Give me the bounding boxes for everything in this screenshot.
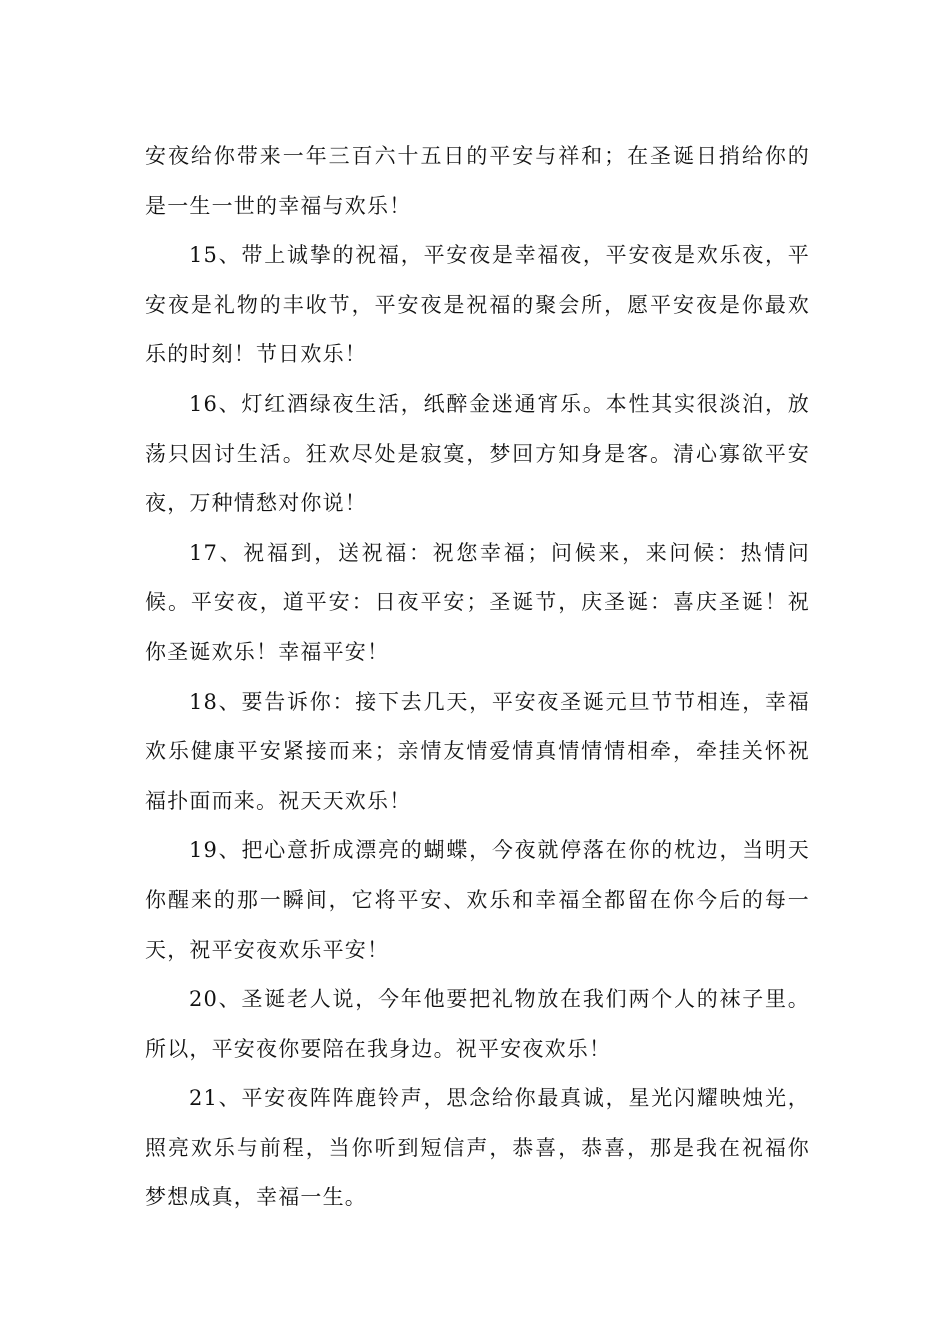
paragraph-continuation: 安夜给你带来一年三百六十五日的平安与祥和；在圣诞日捎给你的是一生一世的幸福与欢乐！ bbox=[145, 144, 810, 218]
paragraph-19: 19、把心意折成漂亮的蝴蝶，今夜就停落在你的枕边，当明天你醒来的那一瞬间，它将平安、欢乐和幸福全都留在你今后的每一天，祝平安夜欢乐平安！ bbox=[145, 838, 810, 962]
paragraph-21: 21、平安夜阵阵鹿铃声，思念给你最真诚，星光闪耀映烛光，照亮欢乐与前程，当你听到短信声，恭喜，恭喜，那是我在祝福你梦想成真，幸福一生。 bbox=[145, 1086, 810, 1210]
paragraph-15: 15、带上诚挚的祝福，平安夜是幸福夜，平安夜是欢乐夜，平安夜是礼物的丰收节，平安夜是祝福的聚会所，愿平安夜是你最欢乐的时刻！节日欢乐！ bbox=[145, 243, 810, 367]
paragraph-18: 18、要告诉你：接下去几天，平安夜圣诞元旦节节相连，幸福欢乐健康平安紧接而来；亲情友情爱情真情情情相牵，牵挂关怀祝福扑面而来。祝天天欢乐！ bbox=[145, 689, 810, 813]
paragraph-16: 16、灯红酒绿夜生活，纸醉金迷通宵乐。本性其实很淡泊，放荡只因讨生活。狂欢尽处是寂寞，梦回方知身是客。清心寡欲平安夜，万种情愁对你说！ bbox=[145, 391, 810, 516]
paragraph-20: 20、圣诞老人说，今年他要把礼物放在我们两个人的袜子里。所以，平安夜你要陪在我身边。祝平安夜欢乐！ bbox=[145, 987, 810, 1061]
document-body bbox=[145, 132, 810, 1223]
paragraph-17: 17、祝福到，送祝福：祝您幸福；问候来，来问候：热情问候。平安夜，道平安：日夜平安；圣诞节，庆圣诞：喜庆圣诞！祝你圣诞欢乐！幸福平安！ bbox=[145, 540, 810, 664]
